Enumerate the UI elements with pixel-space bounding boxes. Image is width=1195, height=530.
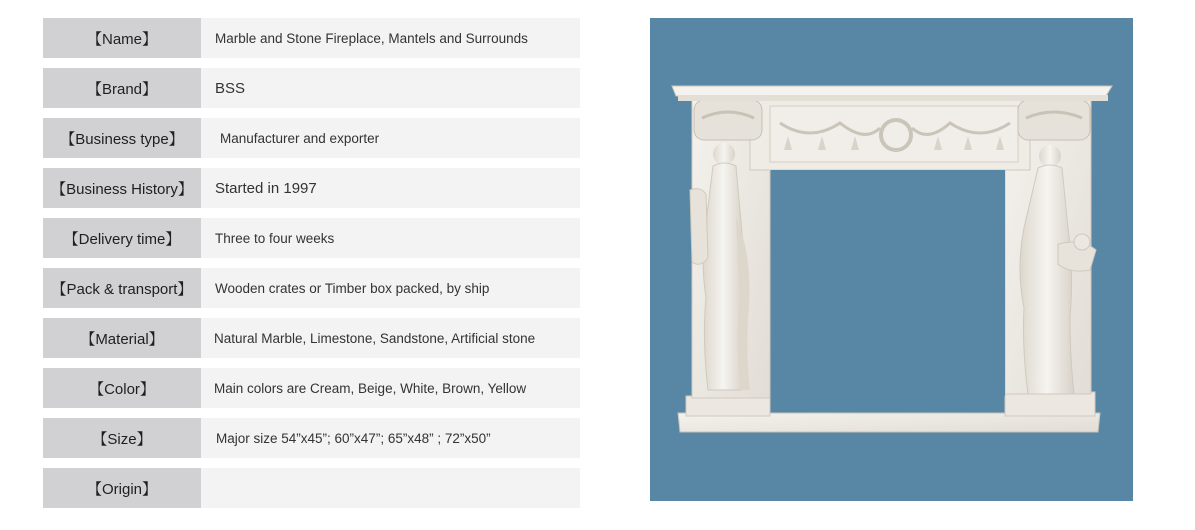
spec-value: Major size 54”x45”; 60”x47”; 65”x48” ; 72”x50” [201, 418, 580, 458]
spec-label: 【Origin】 [43, 468, 201, 508]
spec-label: 【Delivery time】 [43, 218, 201, 258]
spec-label: 【Pack & transport】 [43, 268, 201, 308]
spec-value: Wooden crates or Timber box packed, by ship [201, 268, 580, 308]
spec-row-size [43, 418, 580, 458]
spec-value: Manufacturer and exporter [201, 118, 580, 158]
fireplace-illustration [650, 18, 1133, 501]
spec-table [43, 18, 580, 518]
spec-value: Started in 1997 [201, 168, 580, 208]
spec-label: 【Name】 [43, 18, 201, 58]
spec-row-brand [43, 68, 580, 108]
spec-label: 【Business History】 [43, 168, 201, 208]
spec-label: 【Business type】 [43, 118, 201, 158]
spec-value: BSS [201, 68, 580, 108]
fireplace-product-image [650, 18, 1133, 501]
spec-label: 【Brand】 [43, 68, 201, 108]
spec-label: 【Material】 [43, 318, 201, 358]
spec-label: 【Color】 [43, 368, 201, 408]
spec-row-material [43, 318, 580, 358]
spec-row-business-history [43, 168, 580, 208]
spec-row-business-type [43, 118, 580, 158]
spec-row-name [43, 18, 580, 58]
spec-row-origin [43, 468, 580, 508]
spec-label: 【Size】 [43, 418, 201, 458]
spec-value: Marble and Stone Fireplace, Mantels and Surrounds [201, 18, 580, 58]
spec-row-delivery-time [43, 218, 580, 258]
spec-value [201, 468, 580, 508]
spec-value: Main colors are Cream, Beige, White, Brown, Yellow [201, 368, 580, 408]
spec-row-pack-transport [43, 268, 580, 308]
spec-value: Natural Marble, Limestone, Sandstone, Artificial stone [201, 318, 580, 358]
spec-row-color [43, 368, 580, 408]
spec-value: Three to four weeks [201, 218, 580, 258]
